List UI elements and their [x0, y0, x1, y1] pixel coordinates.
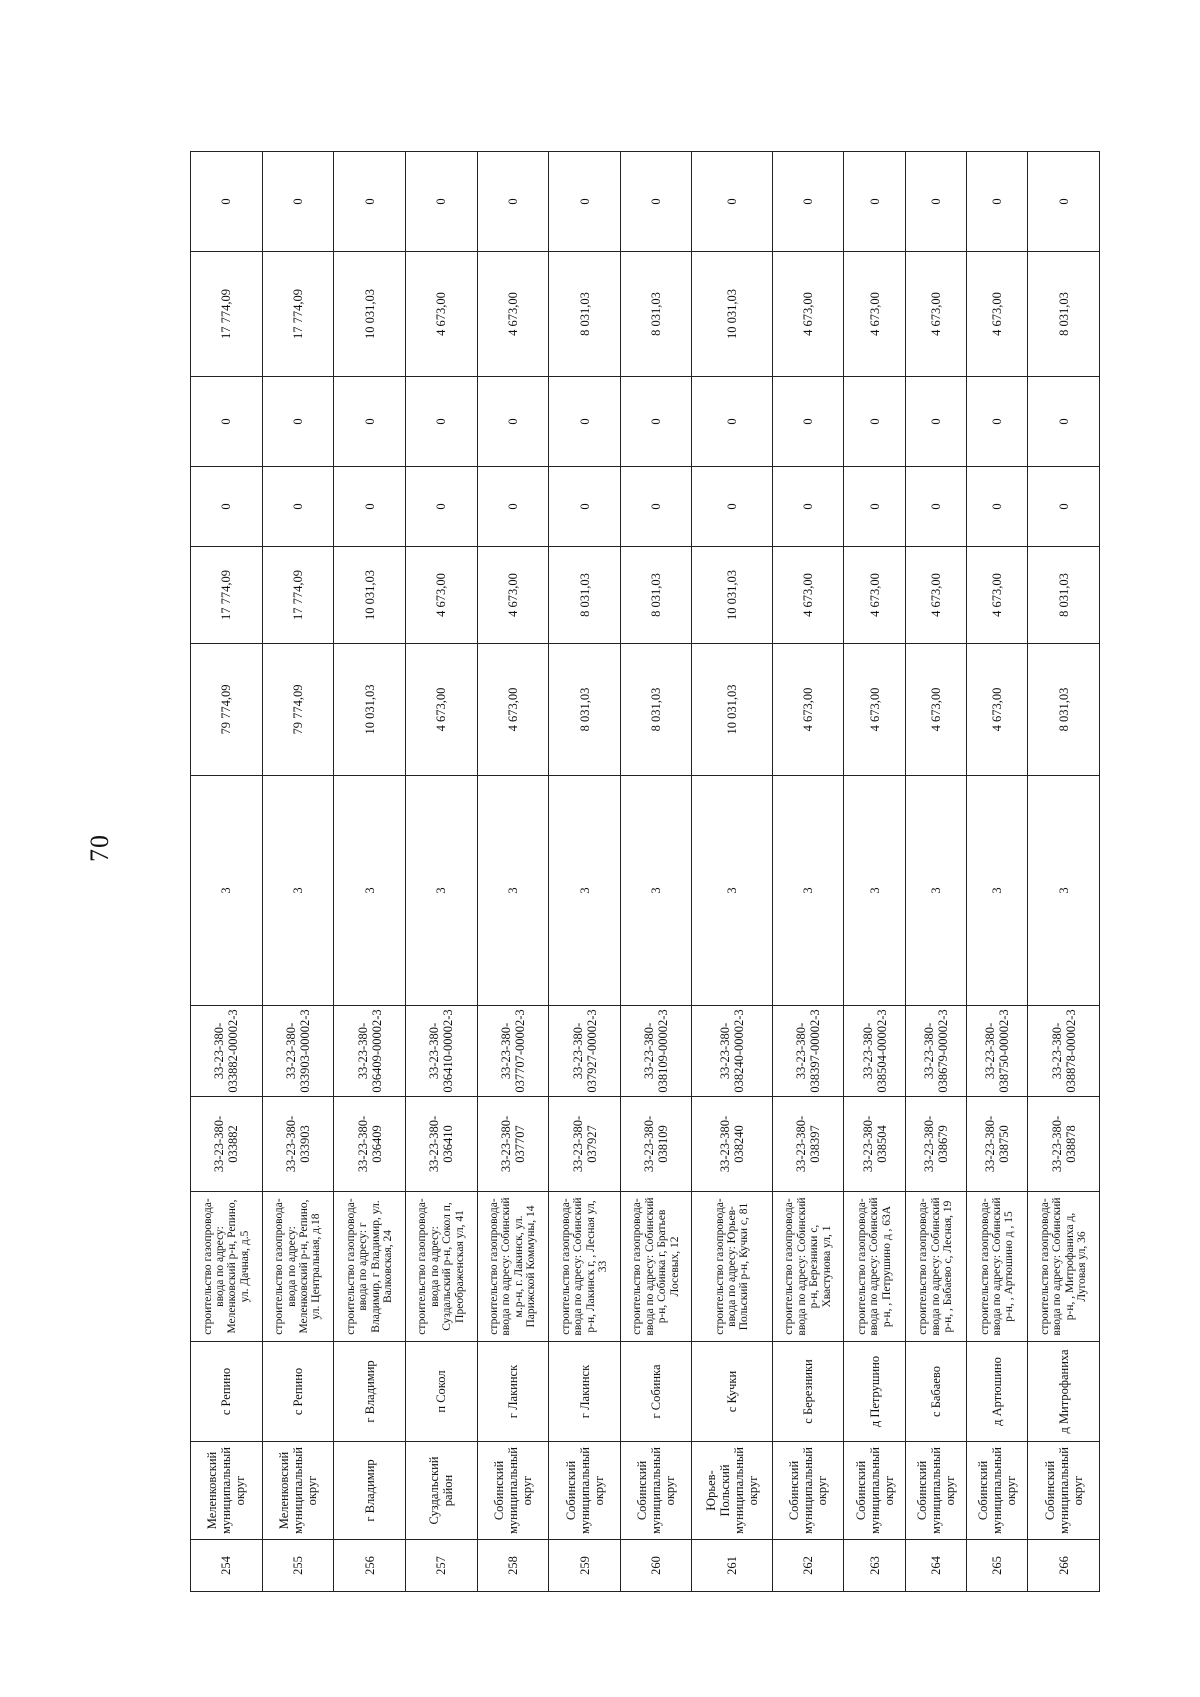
municipal-district-cell: Собинский муниципальный округ — [966, 1442, 1027, 1540]
amount-cell: 4 673,00 — [405, 547, 477, 644]
object-name-cell: строительство газопровода-ввода по адресу: Собинский м.р-н, г. Лакинск, ул. Парижской Коммуны, 14 — [477, 1192, 549, 1342]
total-cost-cell: 10 031,03 — [692, 644, 772, 776]
settlement-cell: г Лакинск — [477, 1342, 549, 1442]
settlement-cell: с Кучки — [692, 1342, 772, 1442]
settlement-cell: с Репино — [262, 1342, 334, 1442]
row-number-cell: 260 — [620, 1540, 692, 1592]
municipal-district-cell: г Владимир — [334, 1442, 406, 1540]
zero-value-cell: 0 — [549, 152, 621, 252]
amount-cell: 10 031,03 — [692, 252, 772, 377]
zero-value-cell: 0 — [262, 467, 334, 547]
object-name-cell: строительство газопровода-ввода по адресу: Собинский р-н, Лакинск г, , Лесная ул, 33 — [549, 1192, 621, 1342]
count-cell: 3 — [1028, 776, 1100, 1006]
count-cell: 3 — [334, 776, 406, 1006]
total-cost-cell: 4 673,00 — [844, 644, 905, 776]
amount-cell: 17 774,09 — [191, 547, 263, 644]
zero-value-cell: 0 — [692, 467, 772, 547]
table-body — [191, 152, 1100, 1592]
object-name-cell: строительство газопровода-ввода по адресу: Собинский р-н, Березники с, Хвастунова ул, 1 — [772, 1192, 844, 1342]
zero-value-cell: 0 — [905, 377, 966, 467]
settlement-cell: с Бабаево — [905, 1342, 966, 1442]
zero-value-cell: 0 — [966, 467, 1027, 547]
amount-cell: 8 031,03 — [620, 252, 692, 377]
amount-cell: 8 031,03 — [1028, 252, 1100, 377]
zero-value-cell: 0 — [334, 377, 406, 467]
amount-cell: 4 673,00 — [966, 252, 1027, 377]
zero-value-cell: 0 — [405, 377, 477, 467]
zero-value-cell: 0 — [549, 467, 621, 547]
zero-value-cell: 0 — [844, 152, 905, 252]
amount-cell: 10 031,03 — [334, 547, 406, 644]
count-cell: 3 — [620, 776, 692, 1006]
object-name-cell: строительство газопровода-ввода по адресу: Собинский р-н, Собинка г, Братьев Лосевых, 12 — [620, 1192, 692, 1342]
amount-cell: 17 774,09 — [262, 547, 334, 644]
object-id-cell: 33-23-380-038750-00002-3 — [966, 1006, 1027, 1097]
table-row — [405, 152, 477, 1592]
amount-cell: 10 031,03 — [334, 252, 406, 377]
zero-value-cell: 0 — [844, 377, 905, 467]
table-row — [334, 152, 406, 1592]
count-cell: 3 — [905, 776, 966, 1006]
zero-value-cell: 0 — [1028, 467, 1100, 547]
settlement-cell: п Сокол — [405, 1342, 477, 1442]
object-code-cell: 33-23-380-036409 — [334, 1097, 406, 1192]
total-cost-cell: 8 031,03 — [549, 644, 621, 776]
municipal-district-cell: Суздальский район — [405, 1442, 477, 1540]
object-id-cell: 33-23-380-036409-00002-3 — [334, 1006, 406, 1097]
row-number-cell: 256 — [334, 1540, 406, 1592]
table-row — [1028, 152, 1100, 1592]
zero-value-cell: 0 — [772, 377, 844, 467]
count-cell: 3 — [405, 776, 477, 1006]
object-code-cell: 33-23-380-037707 — [477, 1097, 549, 1192]
object-name-cell: строительство газопровода-ввода по адресу: Суздальский р-н, Сокол п, Преображенская ул, 41 — [405, 1192, 477, 1342]
total-cost-cell: 79 774,09 — [191, 644, 263, 776]
settlement-cell: г Лакинск — [549, 1342, 621, 1442]
zero-value-cell: 0 — [620, 152, 692, 252]
amount-cell: 8 031,03 — [1028, 547, 1100, 644]
amount-cell: 4 673,00 — [477, 252, 549, 377]
count-cell: 3 — [966, 776, 1027, 1006]
object-code-cell: 33-23-380-037927 — [549, 1097, 621, 1192]
zero-value-cell: 0 — [549, 377, 621, 467]
row-number-cell: 262 — [772, 1540, 844, 1592]
table-row — [477, 152, 549, 1592]
amount-cell: 8 031,03 — [620, 547, 692, 644]
count-cell: 3 — [692, 776, 772, 1006]
total-cost-cell: 10 031,03 — [334, 644, 406, 776]
settlement-cell: д Митрофаниха — [1028, 1342, 1100, 1442]
zero-value-cell: 0 — [905, 467, 966, 547]
object-id-cell: 33-23-380-033882-00002-3 — [191, 1006, 263, 1097]
municipal-district-cell: Собинский муниципальный округ — [620, 1442, 692, 1540]
zero-value-cell: 0 — [191, 152, 263, 252]
municipal-district-cell: Собинский муниципальный округ — [549, 1442, 621, 1540]
zero-value-cell: 0 — [262, 377, 334, 467]
object-name-cell: строительство газопровода-ввода по адресу: Собинский р-н, , Митрофаниха д, Луговая ул, 36 — [1028, 1192, 1100, 1342]
amount-cell: 8 031,03 — [549, 252, 621, 377]
zero-value-cell: 0 — [477, 152, 549, 252]
zero-value-cell: 0 — [191, 467, 263, 547]
object-id-cell: 33-23-380-037927-00002-3 — [549, 1006, 621, 1097]
amount-cell: 4 673,00 — [844, 252, 905, 377]
row-number-cell: 255 — [262, 1540, 334, 1592]
zero-value-cell: 0 — [477, 467, 549, 547]
zero-value-cell: 0 — [1028, 152, 1100, 252]
amount-cell: 4 673,00 — [772, 252, 844, 377]
object-id-cell: 33-23-380-038397-00002-3 — [772, 1006, 844, 1097]
zero-value-cell: 0 — [405, 152, 477, 252]
rotated-table-container — [190, 152, 1100, 1592]
object-name-cell: строительство газопровода-ввода по адресу: Собинский р-н, , Бабаево с, Лесная, 19 — [905, 1192, 966, 1342]
object-code-cell: 33-23-380-038504 — [844, 1097, 905, 1192]
amount-cell: 4 673,00 — [905, 252, 966, 377]
total-cost-cell: 79 774,09 — [262, 644, 334, 776]
zero-value-cell: 0 — [620, 377, 692, 467]
municipal-district-cell: Юрьев-Польский муниципальный округ — [692, 1442, 772, 1540]
row-number-cell: 257 — [405, 1540, 477, 1592]
object-code-cell: 33-23-380-036410 — [405, 1097, 477, 1192]
object-name-cell: строительство газопровода-ввода по адресу: Собинский р-н, , Артюшино д , 15 — [966, 1192, 1027, 1342]
object-code-cell: 33-23-380-033882 — [191, 1097, 263, 1192]
total-cost-cell: 4 673,00 — [772, 644, 844, 776]
object-id-cell: 33-23-380-038878-00002-3 — [1028, 1006, 1100, 1097]
zero-value-cell: 0 — [334, 152, 406, 252]
row-number-cell: 261 — [692, 1540, 772, 1592]
row-number-cell: 263 — [844, 1540, 905, 1592]
object-id-cell: 33-23-380-036410-00002-3 — [405, 1006, 477, 1097]
row-number-cell: 254 — [191, 1540, 263, 1592]
page-number: 70 — [85, 834, 114, 862]
object-id-cell: 33-23-380-037707-00002-3 — [477, 1006, 549, 1097]
amount-cell: 4 673,00 — [844, 547, 905, 644]
object-name-cell: строительство газопровода-ввода по адресу: Юрьев-Польский р-н, Кучки с, 81 — [692, 1192, 772, 1342]
table-row — [620, 152, 692, 1592]
object-id-cell: 33-23-380-038240-00002-3 — [692, 1006, 772, 1097]
object-code-cell: 33-23-380-038679 — [905, 1097, 966, 1192]
table-row — [549, 152, 621, 1592]
total-cost-cell: 4 673,00 — [477, 644, 549, 776]
table-row — [966, 152, 1027, 1592]
amount-cell: 17 774,09 — [262, 252, 334, 377]
object-id-cell: 33-23-380-038504-00002-3 — [844, 1006, 905, 1097]
zero-value-cell: 0 — [772, 152, 844, 252]
amount-cell: 17 774,09 — [191, 252, 263, 377]
count-cell: 3 — [262, 776, 334, 1006]
amount-cell: 8 031,03 — [549, 547, 621, 644]
object-code-cell: 33-23-380-038240 — [692, 1097, 772, 1192]
settlement-cell: д Петрушино — [844, 1342, 905, 1442]
municipal-district-cell: Меленковский муниципальный округ — [191, 1442, 263, 1540]
zero-value-cell: 0 — [844, 467, 905, 547]
municipal-district-cell: Собинский муниципальный округ — [477, 1442, 549, 1540]
object-name-cell: строительство газопровода-ввода по адресу: Меленковский р-н, Репино, ул. Центральная, д.18 — [262, 1192, 334, 1342]
count-cell: 3 — [844, 776, 905, 1006]
zero-value-cell: 0 — [191, 377, 263, 467]
table-row — [692, 152, 772, 1592]
settlement-cell: д Артюшино — [966, 1342, 1027, 1442]
object-id-cell: 33-23-380-033903-00002-3 — [262, 1006, 334, 1097]
object-code-cell: 33-23-380-038109 — [620, 1097, 692, 1192]
zero-value-cell: 0 — [966, 377, 1027, 467]
municipal-district-cell: Собинский муниципальный округ — [772, 1442, 844, 1540]
municipal-district-cell: Собинский муниципальный округ — [844, 1442, 905, 1540]
amount-cell: 4 673,00 — [772, 547, 844, 644]
settlement-cell: с Репино — [191, 1342, 263, 1442]
zero-value-cell: 0 — [692, 377, 772, 467]
row-number-cell: 259 — [549, 1540, 621, 1592]
zero-value-cell: 0 — [620, 467, 692, 547]
total-cost-cell: 4 673,00 — [966, 644, 1027, 776]
object-code-cell: 33-23-380-038397 — [772, 1097, 844, 1192]
amount-cell: 4 673,00 — [477, 547, 549, 644]
count-cell: 3 — [191, 776, 263, 1006]
total-cost-cell: 8 031,03 — [620, 644, 692, 776]
zero-value-cell: 0 — [334, 467, 406, 547]
object-name-cell: строительство газопровода-ввода по адресу: г Владимир, г Владимир, ул. Валковская, 24 — [334, 1192, 406, 1342]
total-cost-cell: 4 673,00 — [405, 644, 477, 776]
row-number-cell: 265 — [966, 1540, 1027, 1592]
table-row — [905, 152, 966, 1592]
table-row — [844, 152, 905, 1592]
zero-value-cell: 0 — [405, 467, 477, 547]
zero-value-cell: 0 — [966, 152, 1027, 252]
object-code-cell: 33-23-380-038878 — [1028, 1097, 1100, 1192]
row-number-cell: 264 — [905, 1540, 966, 1592]
count-cell: 3 — [772, 776, 844, 1006]
zero-value-cell: 0 — [1028, 377, 1100, 467]
object-id-cell: 33-23-380-038109-00002-3 — [620, 1006, 692, 1097]
table-row — [772, 152, 844, 1592]
object-code-cell: 33-23-380-038750 — [966, 1097, 1027, 1192]
amount-cell: 10 031,03 — [692, 547, 772, 644]
row-number-cell: 258 — [477, 1540, 549, 1592]
object-id-cell: 33-23-380-038679-00002-3 — [905, 1006, 966, 1097]
zero-value-cell: 0 — [262, 152, 334, 252]
count-cell: 3 — [549, 776, 621, 1006]
municipal-district-cell: Меленковский муниципальный округ — [262, 1442, 334, 1540]
amount-cell: 4 673,00 — [905, 547, 966, 644]
zero-value-cell: 0 — [905, 152, 966, 252]
table-row — [191, 152, 263, 1592]
amount-cell: 4 673,00 — [966, 547, 1027, 644]
zero-value-cell: 0 — [692, 152, 772, 252]
settlement-cell: г Владимир — [334, 1342, 406, 1442]
row-number-cell: 266 — [1028, 1540, 1100, 1592]
zero-value-cell: 0 — [477, 377, 549, 467]
count-cell: 3 — [477, 776, 549, 1006]
object-name-cell: строительство газопровода-ввода по адресу: Собинский р-н, , Петрушино д , 63А — [844, 1192, 905, 1342]
zero-value-cell: 0 — [772, 467, 844, 547]
amount-cell: 4 673,00 — [405, 252, 477, 377]
registry-table — [190, 151, 1100, 1592]
object-name-cell: строительство газопровода-ввода по адресу: Меленковский р-н, Репино, ул. Дачная, д.5 — [191, 1192, 263, 1342]
municipal-district-cell: Собинский муниципальный округ — [905, 1442, 966, 1540]
table-row — [262, 152, 334, 1592]
object-code-cell: 33-23-380-033903 — [262, 1097, 334, 1192]
total-cost-cell: 8 031,03 — [1028, 644, 1100, 776]
total-cost-cell: 4 673,00 — [905, 644, 966, 776]
municipal-district-cell: Собинский муниципальный округ — [1028, 1442, 1100, 1540]
settlement-cell: г Собинка — [620, 1342, 692, 1442]
settlement-cell: с Березники — [772, 1342, 844, 1442]
